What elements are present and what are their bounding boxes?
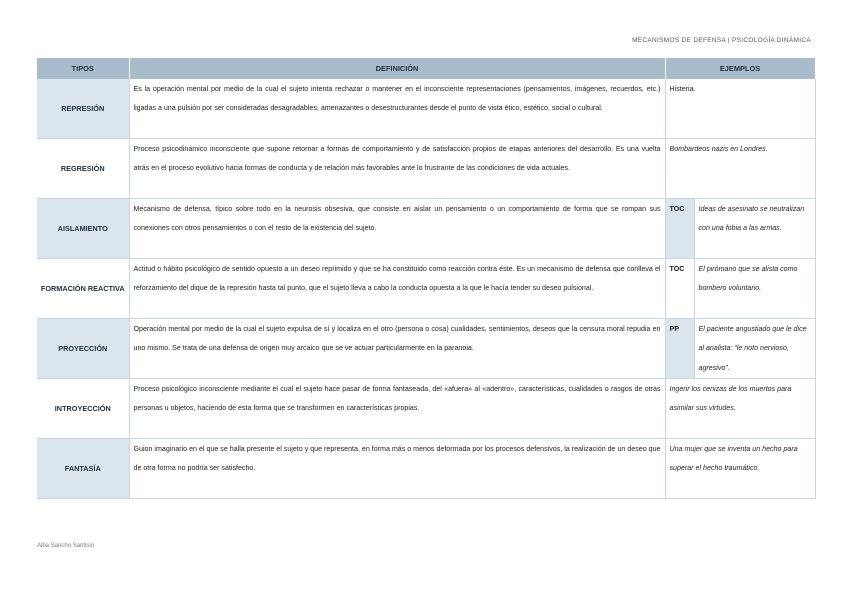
row-definition: Operación mental por medio de la cual el sujeto expulsa de sí y localiza en el otro (persona o cosa) cualidades, sentimientos, deseos que la censura moral repudia en uno mismo. Se trata de una defensa de origen muy arcaico que se ve actuar particularmente en la paranoia. [129, 319, 665, 379]
table-row [37, 139, 815, 199]
row-example: Histeria. [665, 79, 815, 139]
table-row [37, 319, 815, 379]
row-definition: Mecanismo de defensa, típico sobre todo en la neurosis obsesiva, que consiste en aislar un pensamiento o un comportamiento de forma que se rompan sus conexiones con otros pensamientos o con el resto de la existencia del sujeto. [129, 199, 665, 259]
row-type: AISLAMIENTO [37, 199, 129, 259]
row-definition: Actitud o hábito psicológico de sentido opuesto a un deseo reprimido y que se ha constituido como reacción contra éste. Es un mecanismo de defensa que conlleva el reforzamiento del dique de la represión hasta tal punto, que el sujeto lleva a cabo la conducta opuesta a la que le hacía tender su deseo pulsional. [129, 259, 665, 319]
row-example: Ideas de asesinato se neutralizan con una fobia a las armas. [694, 199, 815, 259]
row-type: PROYECCIÓN [37, 319, 129, 379]
defense-mechanisms-table [37, 58, 816, 499]
row-type: FORMACIÓN REACTIVA [37, 259, 129, 319]
row-example: Ingerir los cenizas de los muertos para asimilar sus virtudes. [665, 379, 815, 439]
row-type: INTROYECCIÓN [37, 379, 129, 439]
row-example: Bombardeos nazis en Londres. [665, 139, 815, 199]
table-row [37, 439, 815, 499]
row-definition: Guion imaginario en el que se halla presente el sujeto y que representa, en forma más o menos deformada por los procesos defensivos, la realización de un deseo que de otra forma no podría ser satisfecho. [129, 439, 665, 499]
row-type: FANTASÍA [37, 439, 129, 499]
row-example: El paciente angustiado que le dice al analista: “le noto nervioso, agresivo”. [694, 319, 815, 379]
row-example-code: TOC [665, 199, 694, 259]
row-definition: Proceso psicodinámico inconsciente que supone retornar a formas de comportamiento y de satisfacción propios de etapas anteriores del desarrollo. Es una vuelta atrás en el proceso evolutivo hacia formas de conducta y de relación más favorables ante lo frustrante de las condiciones de vida actuales. [129, 139, 665, 199]
column-header-definicion: DEFINICIÓN [129, 58, 665, 79]
table-row [37, 379, 815, 439]
row-type: REPRESIÓN [37, 79, 129, 139]
page-header: MECANISMOS DE DEFENSA | PSICOLOGÍA DINÁMICA [632, 37, 811, 44]
author-footer: Alba Sancho Santisio [37, 543, 95, 549]
row-type: REGRESIÓN [37, 139, 129, 199]
column-header-ejemplos: EJEMPLOS [665, 58, 815, 79]
table-row [37, 199, 815, 259]
row-example: El pirómano que se alista como bombero voluntario. [694, 259, 815, 319]
table-row [37, 259, 815, 319]
row-example-code: PP [665, 319, 694, 379]
table-row [37, 79, 815, 139]
column-header-tipos: TIPOS [37, 58, 129, 79]
table-header-row [37, 58, 815, 79]
row-example: Una mujer que se inventa un hecho para superar el hecho traumático. [665, 439, 815, 499]
row-definition: Proceso psicológico inconsciente mediante el cual el sujeto hace pasar de forma fantaseada, del «afuera» al «adentro», características, cualidades o rasgos de otras personas u objetos, haciendo de esta forma que se transformen en características propias. [129, 379, 665, 439]
row-example-code: TOC [665, 259, 694, 319]
row-definition: Es la operación mental por medio de la cual el sujeto intenta rechazar o mantener en el inconsciente representaciones (pensamientos, imágenes, recuerdos, etc.) ligadas a una pulsión por ser consideradas desagradables, amenazantes o desestructurantes desde el punto de vista ético, estético, social o cultural. [129, 79, 665, 139]
